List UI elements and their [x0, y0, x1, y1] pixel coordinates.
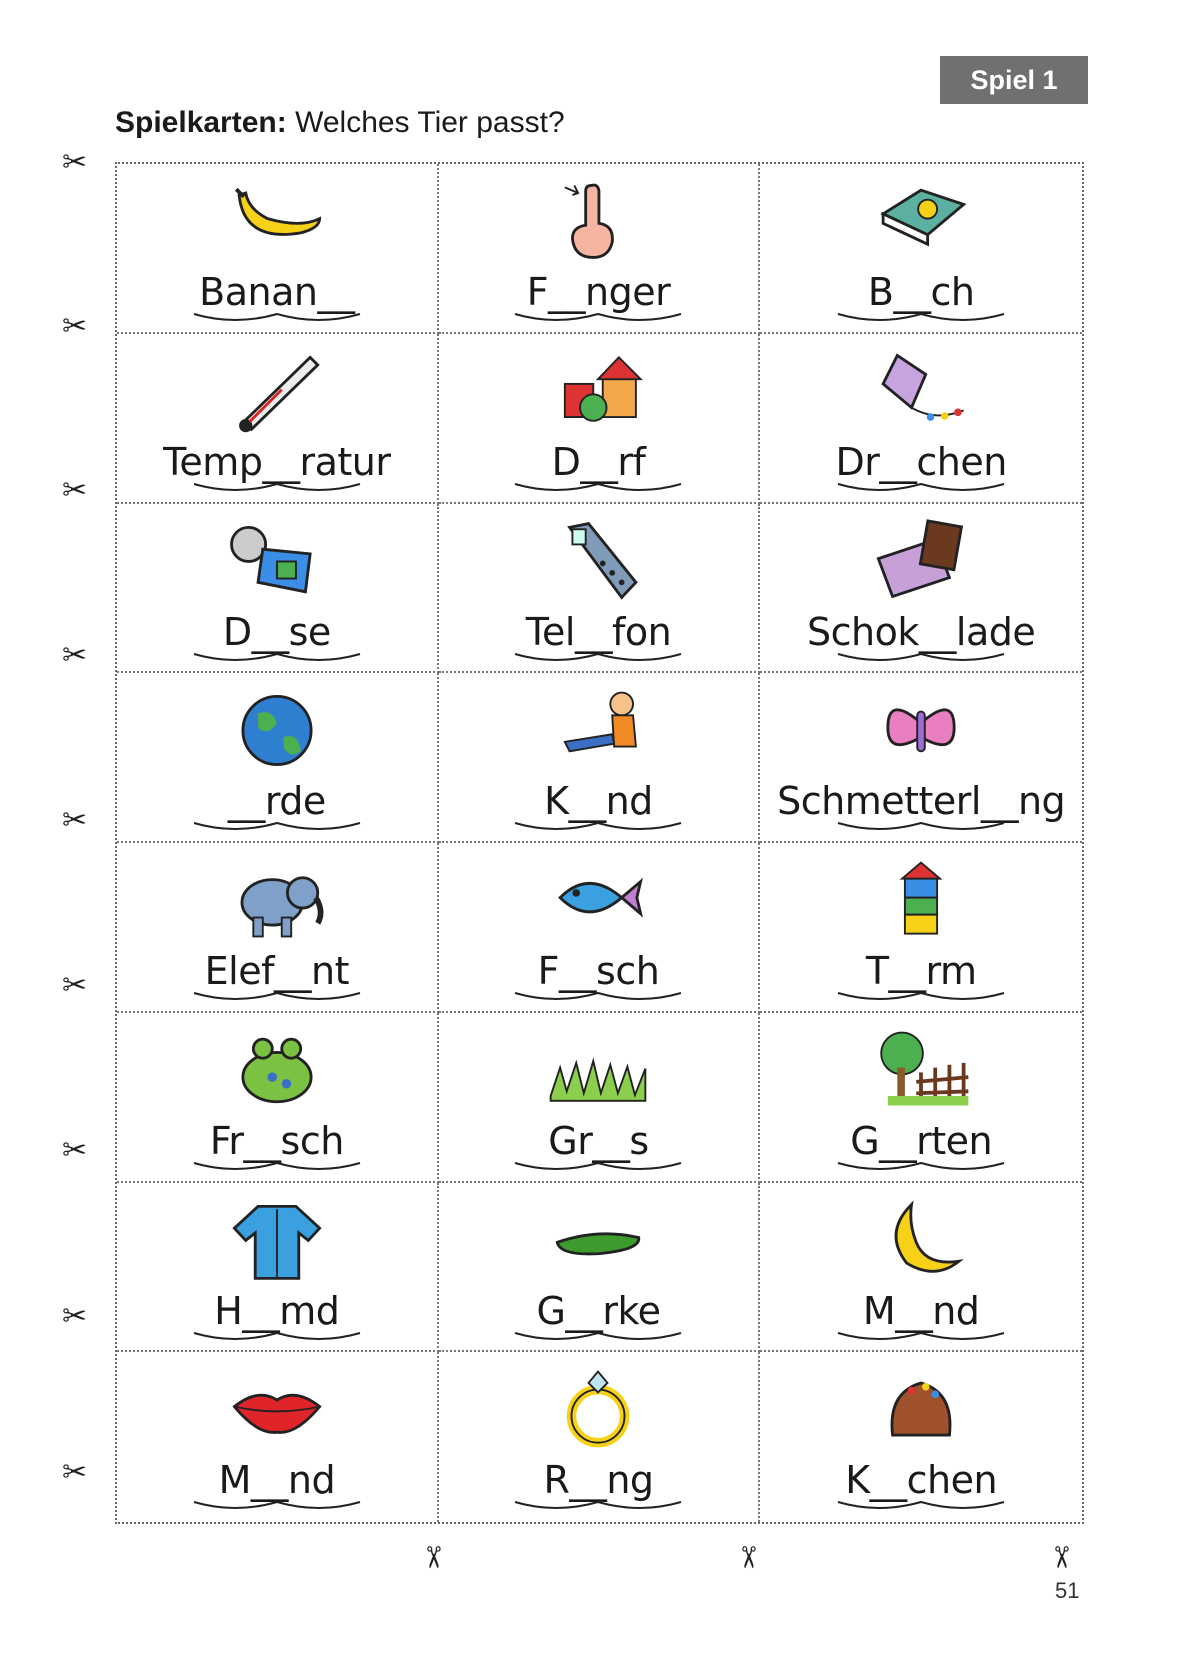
game-card — [439, 843, 761, 1013]
game-card — [439, 164, 761, 334]
game-card — [760, 1013, 1082, 1183]
shirt-icon — [222, 1195, 332, 1285]
syllable-arcs — [513, 821, 683, 835]
card-grid — [115, 162, 1084, 1524]
syllable-arcs — [192, 652, 362, 666]
card-word: D__rf — [551, 439, 646, 484]
grass-icon — [543, 1025, 653, 1115]
garden-icon — [866, 1025, 976, 1115]
cucumber-icon — [543, 1195, 653, 1285]
lips-icon — [222, 1364, 332, 1454]
card-word: Temp__ratur — [163, 439, 391, 484]
finger-icon — [543, 176, 653, 266]
game-badge: Spiel 1 — [940, 56, 1088, 104]
card-word: K__chen — [845, 1458, 998, 1503]
book-icon — [866, 176, 976, 266]
game-card — [117, 334, 439, 504]
game-card — [760, 1183, 1082, 1353]
syllable-arcs — [192, 1331, 362, 1345]
frog-icon — [222, 1025, 332, 1115]
syllable-arcs — [513, 312, 683, 326]
syllable-arcs — [513, 652, 683, 666]
syllable-arcs — [192, 482, 362, 496]
game-card — [760, 673, 1082, 843]
scissors-icon: ✂ — [62, 1455, 88, 1490]
phone-icon — [543, 516, 653, 606]
butterfly-icon — [866, 685, 976, 775]
page-heading — [115, 106, 565, 140]
game-card — [760, 504, 1082, 674]
card-word: F__nger — [526, 270, 671, 314]
scissors-icon: ✂ — [62, 968, 88, 1003]
fish-icon — [543, 855, 653, 945]
syllable-arcs — [192, 1500, 362, 1514]
tower-icon — [866, 855, 976, 945]
syllable-arcs — [836, 482, 1006, 496]
card-word: F__sch — [537, 949, 660, 993]
game-card — [760, 164, 1082, 334]
game-card — [117, 1013, 439, 1183]
child-icon — [543, 685, 653, 775]
syllable-arcs — [513, 991, 683, 1005]
syllable-arcs — [836, 821, 1006, 835]
game-card — [117, 1352, 439, 1522]
banana-icon — [222, 176, 332, 266]
can-icon — [222, 516, 332, 606]
scissors-icon: ✂ — [62, 1299, 88, 1334]
elephant-icon — [222, 855, 332, 945]
scissors-icon: ✂ — [62, 309, 88, 344]
game-card — [760, 843, 1082, 1013]
scissors-icon: ✂ — [62, 145, 88, 180]
card-word: Dr__chen — [835, 439, 1007, 484]
scissors-icon: ✂ — [415, 1544, 451, 1571]
syllable-arcs — [836, 1161, 1006, 1175]
card-word: R__ng — [543, 1458, 654, 1503]
scissors-icon: ✂ — [62, 1133, 88, 1168]
syllable-arcs — [513, 482, 683, 496]
scissors-icon: ✂ — [730, 1544, 766, 1571]
game-card — [439, 334, 761, 504]
cake-icon — [866, 1364, 976, 1454]
scissors-icon: ✂ — [62, 803, 88, 838]
game-card — [117, 843, 439, 1013]
card-word: M__nd — [218, 1458, 336, 1503]
card-word: Banan__ — [199, 270, 355, 314]
card-word: B__ch — [867, 270, 975, 314]
syllable-arcs — [192, 821, 362, 835]
syllable-arcs — [192, 312, 362, 326]
card-word: D__se — [222, 609, 331, 654]
card-word: M__nd — [862, 1288, 980, 1333]
card-word: Schok__lade — [807, 609, 1036, 654]
game-card — [439, 504, 761, 674]
syllable-arcs — [192, 1161, 362, 1175]
earth-icon — [222, 685, 332, 775]
game-card — [760, 1352, 1082, 1522]
card-word: G__rten — [850, 1118, 993, 1163]
syllable-arcs — [836, 1500, 1006, 1514]
card-word: Gr__s — [548, 1118, 649, 1163]
village-icon — [543, 346, 653, 436]
thermometer-icon — [222, 346, 332, 436]
game-card — [439, 1352, 761, 1522]
card-word: Tel__fon — [525, 609, 672, 654]
card-word: G__rke — [536, 1288, 661, 1333]
syllable-arcs — [513, 1161, 683, 1175]
moon-icon — [866, 1195, 976, 1285]
syllable-arcs — [192, 991, 362, 1005]
syllable-arcs — [836, 312, 1006, 326]
kite-icon — [866, 346, 976, 436]
card-word: Fr__sch — [209, 1118, 344, 1163]
card-word: __rde — [227, 779, 326, 824]
card-word: K__nd — [544, 779, 653, 824]
syllable-arcs — [513, 1500, 683, 1514]
scissors-icon: ✂ — [1043, 1544, 1079, 1571]
game-card — [439, 1013, 761, 1183]
card-word: Schmetterl__ng — [777, 779, 1066, 824]
game-card — [117, 673, 439, 843]
scissors-icon: ✂ — [62, 473, 88, 508]
page-number: 51 — [1055, 1578, 1080, 1603]
game-card — [439, 1183, 761, 1353]
heading-question: Welches Tier passt? — [286, 106, 565, 139]
game-card — [117, 164, 439, 334]
syllable-arcs — [836, 991, 1006, 1005]
scissors-icon: ✂ — [62, 638, 88, 673]
chocolate-icon — [866, 516, 976, 606]
heading-bold: Spielkarten: — [115, 106, 287, 139]
game-card — [760, 334, 1082, 504]
game-card — [439, 673, 761, 843]
syllable-arcs — [836, 652, 1006, 666]
card-word: T__rm — [865, 949, 977, 993]
ring-icon — [543, 1364, 653, 1454]
game-card — [117, 504, 439, 674]
syllable-arcs — [513, 1331, 683, 1345]
syllable-arcs — [836, 1331, 1006, 1345]
game-card — [117, 1183, 439, 1353]
card-word: Elef__nt — [204, 949, 349, 993]
card-word: H__md — [214, 1288, 340, 1333]
